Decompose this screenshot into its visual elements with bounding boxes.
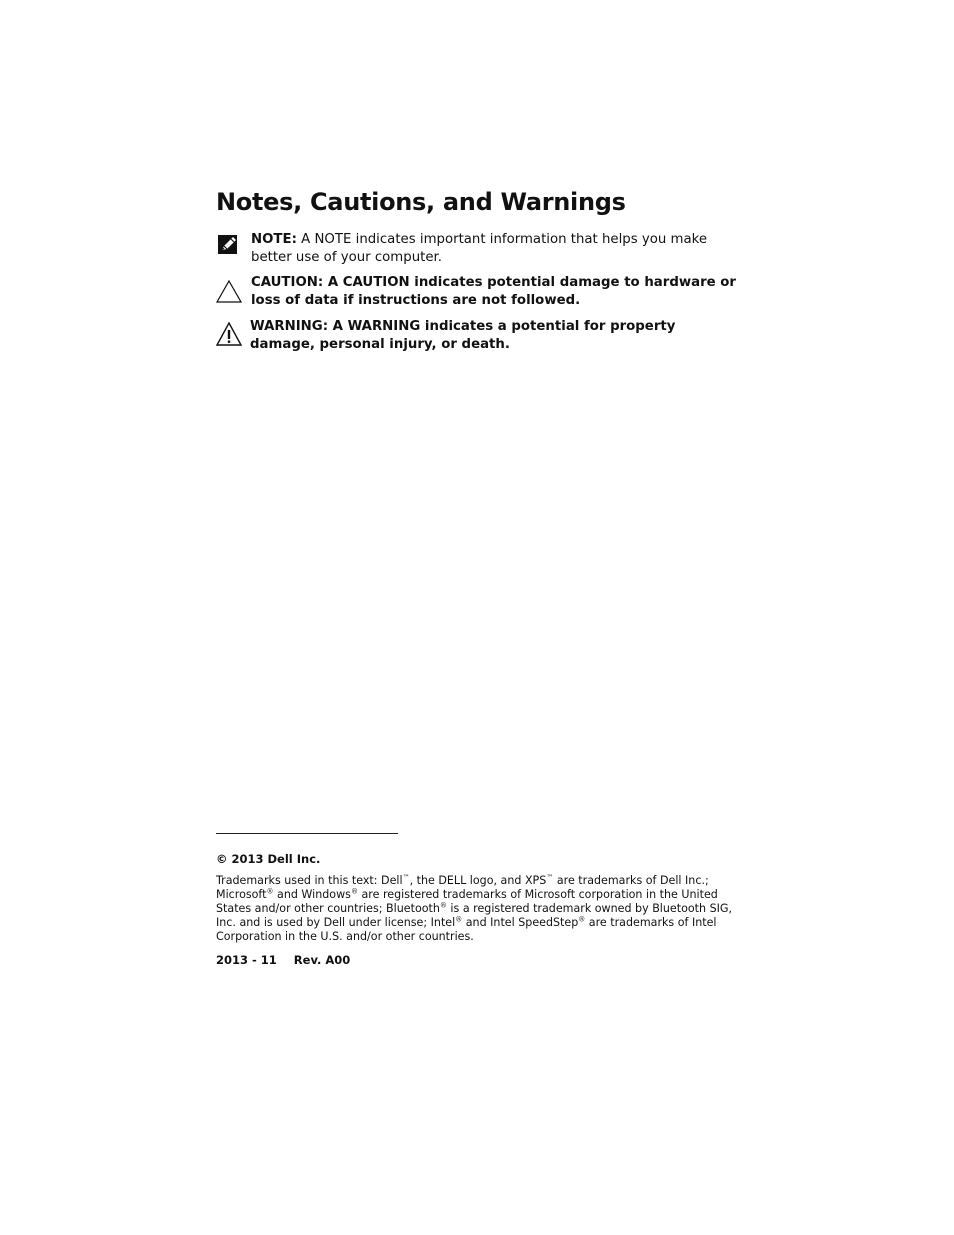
footnote-divider [216, 833, 398, 834]
trademark-text: and Windows [273, 888, 351, 901]
caution-notice [216, 274, 741, 309]
revision-date: 2013 - 11 [216, 953, 277, 967]
note-text [216, 231, 741, 266]
note-pencil-icon [216, 233, 240, 257]
warning-notice [216, 318, 741, 353]
revision-line [216, 953, 350, 967]
trademark-text: is a registered trademark owned by Bluetooth SIG, Inc. and is used by Dell under license; Intel [216, 902, 733, 929]
registered-symbol: ® [578, 915, 586, 924]
trademark-text: Trademarks used in this text: Dell [216, 874, 403, 887]
revision-number: Rev. A00 [293, 953, 351, 967]
page-title: Notes, Cautions, and Warnings [216, 188, 626, 216]
note-label: NOTE: [251, 232, 297, 247]
caution-triangle-icon [216, 279, 242, 305]
note-notice [216, 231, 741, 266]
warning-exclamation-triangle-icon [216, 322, 242, 348]
note-body: A NOTE indicates important information that helps you make better use of your computer. [251, 232, 708, 265]
registered-symbol: ® [455, 915, 463, 924]
caution-text: CAUTION: A CAUTION indicates potential damage to hardware or loss of data if instructions are not followed. [251, 275, 736, 308]
trademark-text: are trademarks of Intel Corporation in the U.S. and/or other countries. [216, 916, 717, 943]
copyright-line: © 2013 Dell Inc. [216, 852, 321, 866]
registered-symbol: ® [350, 887, 358, 896]
trademark-text: , the DELL logo, and XPS [409, 874, 547, 887]
registered-symbol: ® [439, 901, 447, 910]
trademark-text: are registered trademarks of Microsoft corporation in the United States and/or other countries; Bluetooth [216, 888, 718, 915]
trademark-symbol: ™ [546, 873, 554, 882]
trademark-text: and Intel SpeedStep [462, 916, 579, 929]
registered-symbol: ® [266, 887, 274, 896]
trademark-text: are trademarks of Dell Inc.; Microsoft [216, 874, 709, 901]
trademark-symbol: ™ [402, 873, 410, 882]
trademark-notice [216, 874, 741, 944]
warning-text: WARNING: A WARNING indicates a potential for property damage, personal injury, or death. [250, 319, 676, 352]
